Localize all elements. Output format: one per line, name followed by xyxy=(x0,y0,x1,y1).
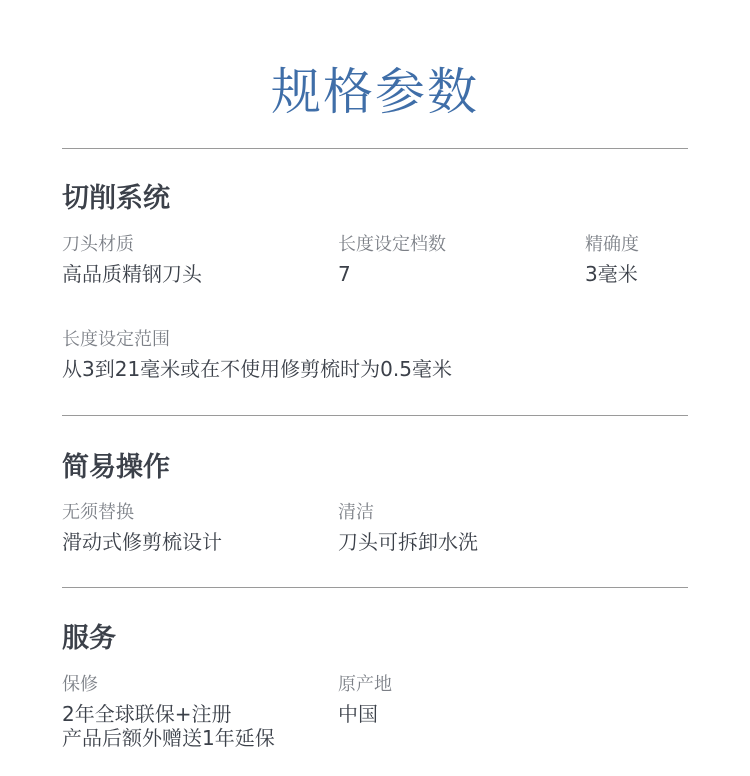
spec-label-precision: 精确度 xyxy=(585,234,639,255)
spec-value-no-replacement: 滑动式修剪梳设计 xyxy=(62,530,222,554)
spec-label-cleaning: 清洁 xyxy=(338,502,374,523)
spec-value-warranty-line1: 2年全球联保+注册 xyxy=(62,702,232,726)
section-heading-service: 服务 xyxy=(62,623,116,654)
spec-label-origin: 原产地 xyxy=(338,674,392,695)
divider xyxy=(62,148,688,149)
section-heading-easy-operation: 简易操作 xyxy=(62,452,170,483)
divider xyxy=(62,587,688,588)
divider xyxy=(62,415,688,416)
spec-label-length-range: 长度设定范围 xyxy=(62,329,170,350)
spec-value-origin: 中国 xyxy=(338,702,378,726)
page-title: 规格参数 xyxy=(271,63,479,121)
spec-label-warranty: 保修 xyxy=(62,674,98,695)
spec-label-no-replacement: 无须替换 xyxy=(62,502,134,523)
spec-label-blade-material: 刀头材质 xyxy=(62,234,134,255)
spec-value-blade-material: 高品质精钢刀头 xyxy=(62,262,202,286)
spec-value-length-settings: 7 xyxy=(338,262,351,286)
spec-value-warranty-line2: 产品后额外赠送1年延保 xyxy=(62,726,275,750)
spec-value-length-range: 从3到21毫米或在不使用修剪梳时为0.5毫米 xyxy=(62,357,452,381)
spec-value-precision: 3毫米 xyxy=(585,262,638,286)
section-heading-cutting-system: 切削系统 xyxy=(62,183,170,214)
spec-value-cleaning: 刀头可拆卸水洗 xyxy=(338,530,478,554)
spec-label-length-settings: 长度设定档数 xyxy=(338,234,446,255)
